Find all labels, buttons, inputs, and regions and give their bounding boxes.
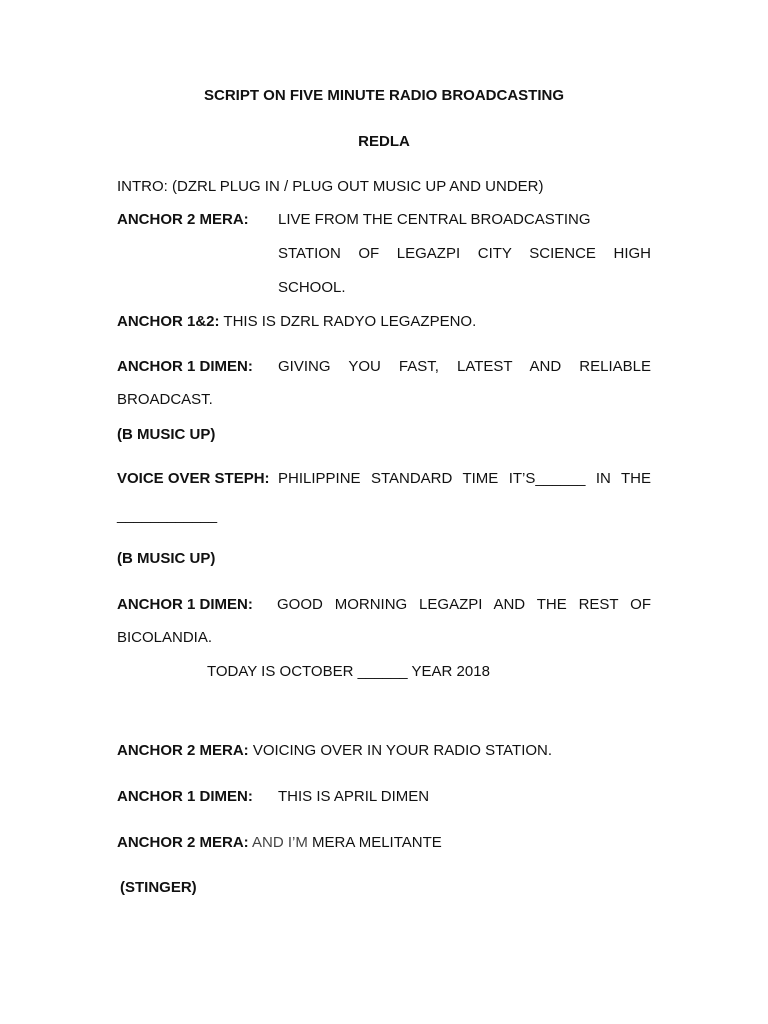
dialogue-text: GOOD MORNING LEGAZPI AND THE REST OF	[277, 596, 651, 613]
speaker-label: VOICE OVER STEPH:	[117, 470, 270, 487]
document-subtitle: REDLA	[358, 133, 410, 150]
dialogue-line	[117, 834, 442, 852]
speaker-label: ANCHOR 1 DIMEN:	[117, 788, 253, 805]
dialogue-text: SCHOOL.	[278, 279, 346, 296]
speaker-label: ANCHOR 2 MERA:	[117, 834, 249, 851]
dialogue-text: VOICING OVER IN YOUR RADIO STATION.	[252, 742, 553, 759]
cue-label: (STINGER)	[120, 879, 197, 896]
dialogue-text: MERA MELITANTE	[312, 834, 442, 851]
dialogue-text: PHILIPPINE STANDARD TIME IT’S______ IN THE	[278, 470, 651, 487]
cue-label: (B MUSIC UP)	[117, 426, 216, 443]
speaker-label: ANCHOR 2 MERA:	[117, 742, 249, 759]
dialogue-line	[117, 313, 476, 331]
dialogue-text: THIS IS DZRL RADYO LEGAZPENO.	[223, 313, 477, 330]
speaker-label: ANCHOR 1 DIMEN:	[117, 358, 253, 375]
dialogue-text: AND I’M	[252, 834, 308, 851]
speaker-label: ANCHOR 1&2:	[117, 313, 220, 330]
blank-line: ____________	[117, 507, 218, 524]
cue-label: (B MUSIC UP)	[117, 550, 216, 567]
dialogue-text: GIVING YOU FAST, LATEST AND RELIABLE	[278, 358, 651, 375]
dialogue-line	[117, 742, 552, 760]
intro-line: INTRO: (DZRL PLUG IN / PLUG OUT MUSIC UP AND UNDER)	[117, 178, 544, 195]
dialogue-text: THIS IS APRIL DIMEN	[278, 788, 430, 805]
dialogue-text: BROADCAST.	[117, 391, 213, 408]
speaker-label: ANCHOR 2 MERA:	[117, 211, 249, 228]
dialogue-text: LIVE FROM THE CENTRAL BROADCASTING	[278, 211, 591, 228]
date-line: TODAY IS OCTOBER ______ YEAR 2018	[207, 663, 490, 680]
dialogue-text: STATION OF LEGAZPI CITY SCIENCE HIGH	[278, 245, 651, 262]
dialogue-text: BICOLANDIA.	[117, 629, 213, 646]
document-title: SCRIPT ON FIVE MINUTE RADIO BROADCASTING	[203, 87, 564, 104]
speaker-label: ANCHOR 1 DIMEN:	[117, 596, 253, 613]
